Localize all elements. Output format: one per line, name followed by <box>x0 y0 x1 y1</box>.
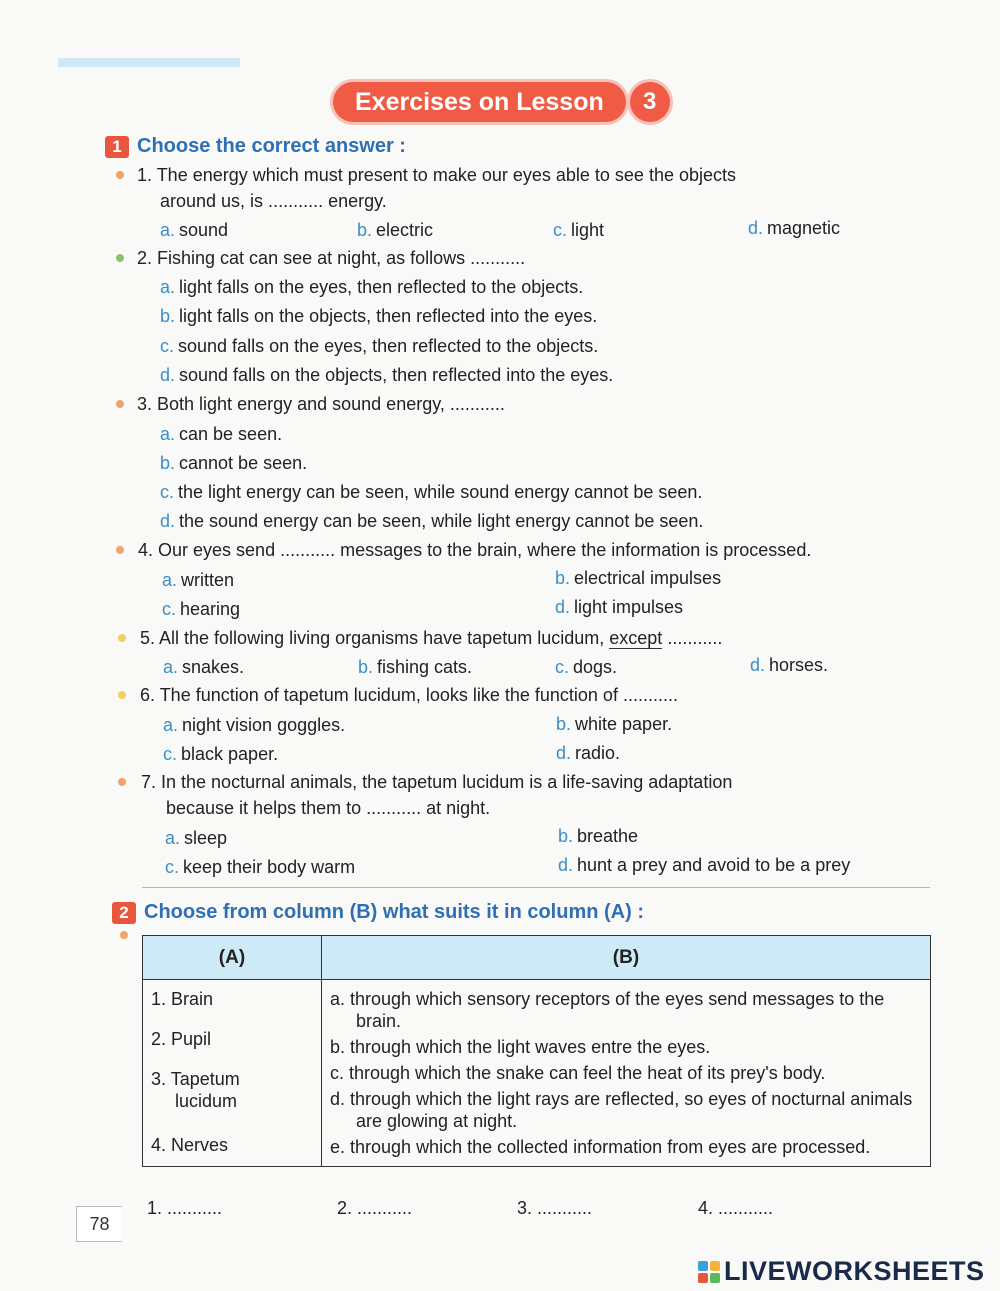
q3-option-b[interactable] <box>160 450 307 476</box>
option-text: cannot be seen. <box>179 453 308 473</box>
q3-option-a[interactable] <box>160 421 282 447</box>
q7-bullet <box>118 778 126 786</box>
option-text: light falls on the objects, then reflected into the eyes. <box>179 306 598 326</box>
q1-option-b[interactable] <box>357 217 433 243</box>
section-2-title: Choose from column (B) what suits it in column (A) : <box>144 901 644 923</box>
option-text: sleep <box>184 828 228 848</box>
option-letter: b. <box>556 714 572 734</box>
q3-option-c[interactable] <box>160 479 702 505</box>
q7-option-d[interactable] <box>558 852 850 878</box>
q1-option-a[interactable] <box>160 217 228 243</box>
option-text: light impulses <box>574 597 684 617</box>
option-text: can be seen. <box>179 424 283 444</box>
option-letter: b. <box>558 826 574 846</box>
column-a-item-4: 4. Nerves <box>151 1135 229 1155</box>
q5-blank: ........... <box>667 628 723 648</box>
column-a-cell <box>143 980 322 1167</box>
column-b-item-b: b. through which the light waves entre the eyes. <box>330 1037 711 1057</box>
option-text: light falls on the eyes, then reflected to the objects. <box>179 277 584 297</box>
q6-bullet <box>118 691 126 699</box>
option-text: written <box>181 570 235 590</box>
option-letter: a. <box>165 828 181 848</box>
option-text: sound falls on the objects, then reflected into the eyes. <box>179 365 614 385</box>
option-text: breathe <box>577 826 639 846</box>
option-letter: a. <box>160 424 176 444</box>
column-b-item-c: c. through which the snake can feel the heat of its prey's body. <box>330 1063 826 1083</box>
column-a-item-1: 1. Brain <box>151 989 214 1009</box>
column-b-item-d: d. through which the light rays are reflected, so eyes of nocturnal animals are glowing at night. <box>330 1089 913 1131</box>
q4-bullet <box>116 546 124 554</box>
q2-option-b[interactable] <box>160 303 597 329</box>
option-text: white paper. <box>575 714 673 734</box>
q6-option-a[interactable] <box>163 712 345 738</box>
answer-3-field[interactable]: 3. ........... <box>517 1198 593 1218</box>
option-text: sound falls on the eyes, then reflected to the objects. <box>178 336 599 356</box>
answer-1-field[interactable]: 1. ........... <box>147 1198 223 1218</box>
q3-bullet <box>116 400 124 408</box>
column-a-item-2: 2. Pupil <box>151 1029 212 1049</box>
section-1-title: Choose the correct answer : <box>137 135 406 157</box>
option-letter: d. <box>750 655 766 675</box>
q5-except: except <box>609 628 663 648</box>
lesson-title: Exercises on Lesson <box>333 82 626 122</box>
option-letter: c. <box>163 744 178 764</box>
q6-line1: 6. The function of tapetum lucidum, looks like the function of ........... <box>140 685 678 705</box>
option-text: black paper. <box>181 744 279 764</box>
answer-2-field[interactable]: 2. ........... <box>337 1198 413 1218</box>
q7-option-c[interactable] <box>165 854 355 880</box>
option-letter: a. <box>160 220 176 240</box>
q4-line1: 4. Our eyes send ........... messages to the brain, where the information is processed. <box>138 540 812 560</box>
option-letter: d. <box>555 597 571 617</box>
q2-option-d[interactable] <box>160 362 613 388</box>
lesson-number: 3 <box>630 82 670 122</box>
option-letter: c. <box>160 482 175 502</box>
q2-option-c[interactable] <box>160 333 598 359</box>
option-letter: a. <box>163 657 179 677</box>
q5-bullet <box>118 634 126 642</box>
option-letter: c. <box>165 857 180 877</box>
section-2-header <box>112 901 644 924</box>
q4-option-d[interactable] <box>555 594 683 620</box>
column-a-item-3: 3. Tapetum <box>151 1069 240 1089</box>
column-b-item-e: e. through which the collected information from eyes are processed. <box>330 1137 871 1157</box>
option-text: the light energy can be seen, while sound energy cannot be seen. <box>178 482 703 502</box>
option-letter: d. <box>748 218 764 238</box>
brand-text: LIVEWORKSHEETS <box>724 1256 985 1286</box>
liveworksheets-icon <box>698 1261 720 1283</box>
option-letter: a. <box>163 715 179 735</box>
q4-option-c[interactable] <box>162 596 240 622</box>
q3-line1: 3. Both light energy and sound energy, ........... <box>137 394 505 414</box>
option-text: radio. <box>575 743 621 763</box>
column-b-item-a: a. through which sensory receptors of the eyes send messages to the brain. <box>330 989 885 1031</box>
q1-line2: around us, is ........... energy. <box>160 191 387 211</box>
q3-option-d[interactable] <box>160 508 703 534</box>
q1-bullet <box>116 171 124 179</box>
top-strip <box>58 58 240 67</box>
section-2-bullet <box>120 931 128 939</box>
option-text: hunt a prey and avoid to be a prey <box>577 855 851 875</box>
option-text: light <box>571 220 605 240</box>
q7-option-a[interactable] <box>165 825 227 851</box>
option-letter: c. <box>555 657 570 677</box>
option-text: fishing cats. <box>377 657 473 677</box>
column-a-item-3-cont: lucidum <box>175 1091 238 1111</box>
option-text: keep their body warm <box>183 857 356 877</box>
q6-option-d[interactable] <box>556 740 620 766</box>
option-letter: c. <box>160 336 175 356</box>
option-letter: b. <box>555 568 571 588</box>
q4-option-a[interactable] <box>162 567 234 593</box>
q7-option-b[interactable] <box>558 823 638 849</box>
section-1-badge: 1 <box>105 136 129 158</box>
matching-table <box>142 935 931 1167</box>
q5-option-c[interactable] <box>555 654 617 680</box>
q5-line1 <box>140 625 722 651</box>
option-letter: a. <box>162 570 178 590</box>
q1-line1: 1. The energy which must present to make our eyes able to see the objects <box>137 165 737 185</box>
q5-option-d[interactable] <box>750 652 828 678</box>
option-letter: b. <box>160 306 176 326</box>
option-text: hearing <box>180 599 241 619</box>
option-letter: b. <box>358 657 374 677</box>
page-number: 78 <box>76 1206 122 1242</box>
q2-line1: 2. Fishing cat can see at night, as follows ........... <box>137 248 526 268</box>
option-letter: a. <box>160 277 176 297</box>
option-text: snakes. <box>182 657 245 677</box>
q7-line1: 7. In the nocturnal animals, the tapetum lucidum is a life-saving adaptation <box>141 772 733 792</box>
option-text: sound <box>179 220 229 240</box>
option-text: dogs. <box>573 657 618 677</box>
lesson-banner <box>333 82 670 122</box>
column-b-cell <box>322 980 931 1167</box>
section-2-badge: 2 <box>112 902 136 924</box>
q1-option-c[interactable] <box>553 217 604 243</box>
answer-4-field[interactable]: 4. ........... <box>698 1198 774 1218</box>
option-letter: c. <box>162 599 177 619</box>
option-letter: d. <box>160 365 176 385</box>
option-text: electric <box>376 220 434 240</box>
option-letter: d. <box>556 743 572 763</box>
section-divider <box>142 887 930 888</box>
q5-option-b[interactable] <box>358 654 472 680</box>
column-a-header: (A) <box>143 936 322 980</box>
option-letter: b. <box>357 220 373 240</box>
q6-option-c[interactable] <box>163 741 278 767</box>
option-text: magnetic <box>767 218 841 238</box>
q5-option-a[interactable] <box>163 654 244 680</box>
section-1-header <box>105 135 406 158</box>
option-text: electrical impulses <box>574 568 722 588</box>
option-letter: c. <box>553 220 568 240</box>
q2-option-a[interactable] <box>160 274 583 300</box>
option-text: horses. <box>769 655 829 675</box>
option-text: the sound energy can be seen, while light energy cannot be seen. <box>179 511 704 531</box>
q7-line2: because it helps them to ........... at night. <box>166 798 491 818</box>
column-b-header: (B) <box>322 936 931 980</box>
option-letter: b. <box>160 453 176 473</box>
q4-option-b[interactable] <box>555 565 721 591</box>
q1-option-d[interactable] <box>748 215 840 241</box>
q6-option-b[interactable] <box>556 711 672 737</box>
option-text: night vision goggles. <box>182 715 346 735</box>
option-letter: d. <box>558 855 574 875</box>
liveworksheets-logo <box>698 1256 985 1287</box>
q5-text: 5. All the following living organisms have tapetum lucidum, <box>140 628 605 648</box>
q2-bullet <box>116 254 124 262</box>
option-letter: d. <box>160 511 176 531</box>
